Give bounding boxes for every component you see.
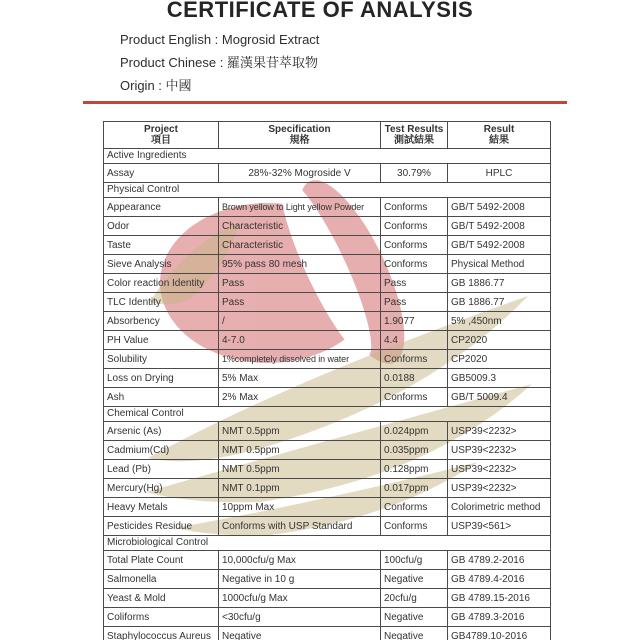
cell-project: Absorbency	[104, 312, 219, 331]
cell-result: GB4789.10-2016	[448, 627, 551, 640]
cell-project: Arsenic (As)	[104, 422, 219, 441]
cell-test-results: Conforms	[381, 255, 448, 274]
cell-result: USP39<2232>	[448, 422, 551, 441]
table-row	[104, 479, 551, 498]
cell-project: Yeast & Mold	[104, 589, 219, 608]
cell-project: Loss on Drying	[104, 369, 219, 388]
table-row	[104, 551, 551, 570]
product-chinese-line: Product Chinese : 羅漢果苷萃取物	[120, 55, 318, 70]
cell-result: GB 4789.4-2016	[448, 570, 551, 589]
red-divider	[83, 101, 567, 104]
cell-result: CP2020	[448, 331, 551, 350]
cell-test-results: 4.4	[381, 331, 448, 350]
cell-result: GB/T 5492-2008	[448, 198, 551, 217]
cell-test-results: 0.024ppm	[381, 422, 448, 441]
cell-test-results: Negative	[381, 608, 448, 627]
product-info-block	[120, 28, 319, 97]
cell-specification: NMT 0.1ppm	[219, 479, 381, 498]
cell-specification: NMT 0.5ppm	[219, 441, 381, 460]
cell-result: GB 1886.77	[448, 293, 551, 312]
table-row	[104, 236, 551, 255]
coa-table-body	[104, 149, 551, 640]
cell-test-results: Negative	[381, 627, 448, 640]
section-label: Physical Control	[104, 183, 551, 198]
cell-project: Color reaction Identity	[104, 274, 219, 293]
cell-test-results: 0.017ppm	[381, 479, 448, 498]
column-header-result-en: Result	[483, 124, 515, 135]
cell-result: USP39<561>	[448, 517, 551, 536]
column-header-project-en: Project	[144, 124, 178, 135]
cell-specification: 1%completely dissolved in water	[219, 350, 381, 369]
cell-specification: Negative in 10 g	[219, 570, 381, 589]
cell-result: GB/T 5492-2008	[448, 236, 551, 255]
table-row	[104, 608, 551, 627]
column-header-result-zh: 結果	[489, 135, 509, 146]
column-header-test-results	[381, 122, 448, 149]
cell-project: Total Plate Count	[104, 551, 219, 570]
table-row	[104, 217, 551, 236]
table-row	[104, 388, 551, 407]
column-header-project	[104, 122, 219, 149]
cell-test-results: Pass	[381, 293, 448, 312]
product-english-line: Product English : Mogrosid Extract	[120, 32, 320, 47]
table-row	[104, 460, 551, 479]
cell-test-results: 0.035ppm	[381, 441, 448, 460]
cell-test-results: 0.128ppm	[381, 460, 448, 479]
column-header-test-results-en: Test Results	[384, 124, 444, 135]
column-header-project-zh: 項目	[151, 135, 171, 146]
cell-test-results: Conforms	[381, 236, 448, 255]
cell-project: TLC Identity	[104, 293, 219, 312]
cell-specification: Characteristic	[219, 236, 381, 255]
table-row	[104, 627, 551, 640]
section-row	[104, 536, 551, 551]
column-header-specification-zh: 規格	[289, 135, 310, 146]
cell-specification: 4-7.0	[219, 331, 381, 350]
cell-project: Cadmium(Cd)	[104, 441, 219, 460]
cell-specification: 5% Max	[219, 369, 381, 388]
cell-result: CP2020	[448, 350, 551, 369]
cell-test-results: 30.79%	[381, 164, 448, 183]
cell-result: USP39<2232>	[448, 479, 551, 498]
cell-project: Salmonella	[104, 570, 219, 589]
cell-project: Staphylococcus Aureus	[104, 627, 219, 640]
cell-specification: 28%-32% Mogroside V	[219, 164, 381, 183]
table-row	[104, 517, 551, 536]
cell-result: HPLC	[448, 164, 551, 183]
cell-specification: Pass	[219, 293, 381, 312]
cell-result: GB/T 5492-2008	[448, 217, 551, 236]
cell-specification: Pass	[219, 274, 381, 293]
cell-project: Lead (Pb)	[104, 460, 219, 479]
cell-project: PH Value	[104, 331, 219, 350]
cell-test-results: 0.0188	[381, 369, 448, 388]
column-header-specification-en: Specification	[268, 124, 331, 135]
cell-specification: 10ppm Max	[219, 498, 381, 517]
column-header-result	[448, 122, 551, 149]
cell-specification: NMT 0.5ppm	[219, 422, 381, 441]
cell-project: Appearance	[104, 198, 219, 217]
cell-result: GB 1886.77	[448, 274, 551, 293]
cell-test-results: Pass	[381, 274, 448, 293]
section-row	[104, 149, 551, 164]
table-row	[104, 312, 551, 331]
cell-test-results: Conforms	[381, 388, 448, 407]
cell-project: Pesticides Residue	[104, 517, 219, 536]
cell-project: Assay	[104, 164, 219, 183]
cell-project: Solubility	[104, 350, 219, 369]
cell-test-results: Conforms	[381, 498, 448, 517]
page-title: CERTIFICATE OF ANALYSIS	[166, 0, 474, 22]
table-row	[104, 441, 551, 460]
table-row	[104, 198, 551, 217]
cell-specification: NMT 0.5ppm	[219, 460, 381, 479]
table-row	[104, 331, 551, 350]
cell-result: Physical Method	[448, 255, 551, 274]
cell-specification: 95% pass 80 mesh	[219, 255, 381, 274]
cell-result: USP39<2232>	[448, 441, 551, 460]
table-row	[104, 570, 551, 589]
column-header-specification	[219, 122, 381, 149]
cell-test-results: Conforms	[381, 217, 448, 236]
section-row	[104, 407, 551, 422]
table-row	[104, 274, 551, 293]
cell-test-results: Negative	[381, 570, 448, 589]
section-label: Microbiological Control	[104, 536, 551, 551]
cell-test-results: Conforms	[381, 198, 448, 217]
cell-specification: Characteristic	[219, 217, 381, 236]
table-row	[104, 422, 551, 441]
cell-project: Sieve Analysis	[104, 255, 219, 274]
cell-specification: Conforms with USP Standard	[219, 517, 381, 536]
cell-specification: 2% Max	[219, 388, 381, 407]
cell-specification: Negative	[219, 627, 381, 640]
cell-project: Taste	[104, 236, 219, 255]
cell-specification: Brown yellow to Light yellow Powder	[219, 198, 381, 217]
cell-specification: 10,000cfu/g Max	[219, 551, 381, 570]
cell-result: Colorimetric method	[448, 498, 551, 517]
cell-project: Heavy Metals	[104, 498, 219, 517]
cell-result: 5% ,450nm	[448, 312, 551, 331]
cell-test-results: 1.9077	[381, 312, 448, 331]
cell-result: USP39<2232>	[448, 460, 551, 479]
table-row	[104, 498, 551, 517]
cell-result: GB 4789.2-2016	[448, 551, 551, 570]
cell-specification: /	[219, 312, 381, 331]
coa-table	[103, 121, 551, 640]
table-row	[104, 589, 551, 608]
table-header-row	[104, 122, 551, 149]
cell-test-results: 20cfu/g	[381, 589, 448, 608]
cell-project: Mercury(Hg)	[104, 479, 219, 498]
table-row	[104, 164, 551, 183]
cell-result: GB5009.3	[448, 369, 551, 388]
cell-project: Ash	[104, 388, 219, 407]
cell-project: Odor	[104, 217, 219, 236]
cell-test-results: 100cfu/g	[381, 551, 448, 570]
table-row	[104, 293, 551, 312]
table-row	[104, 369, 551, 388]
table-row	[104, 255, 551, 274]
cell-result: GB/T 5009.4	[448, 388, 551, 407]
section-label: Chemical Control	[104, 407, 551, 422]
section-row	[104, 183, 551, 198]
cell-project: Coliforms	[104, 608, 219, 627]
cell-test-results: Conforms	[381, 350, 448, 369]
column-header-test-results-zh: 測試結果	[394, 135, 434, 146]
cell-specification: 1000cfu/g Max	[219, 589, 381, 608]
cell-specification: <30cfu/g	[219, 608, 381, 627]
cell-result: GB 4789.15-2016	[448, 589, 551, 608]
section-label: Active Ingredients	[104, 149, 551, 164]
cell-result: GB 4789.3-2016	[448, 608, 551, 627]
table-row	[104, 350, 551, 369]
origin-line: Origin : 中國	[120, 78, 192, 93]
cell-test-results: Conforms	[381, 517, 448, 536]
